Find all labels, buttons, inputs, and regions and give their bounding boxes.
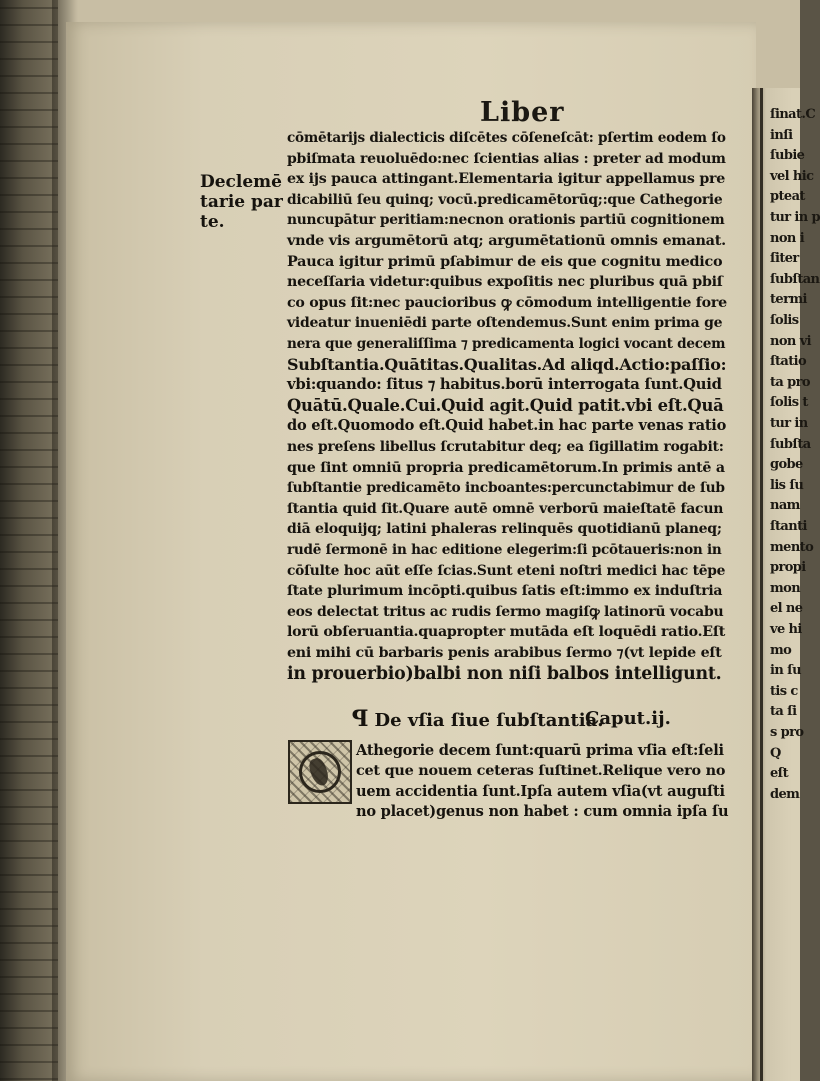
adjacent-leaf-fragment: ve hi — [770, 622, 802, 637]
text-line: vbi:quando: ſitus ⁊ habitus.borū interrogata ſunt.Quid — [287, 376, 722, 394]
margin-note-line: te. — [200, 212, 225, 232]
adjacent-leaf-fragment: ſubie — [770, 148, 805, 164]
text-line: nera que generaliſſima ⁊ predicamenta logici vocant decem — [287, 336, 726, 352]
text-line: co opus ſit:nec paucioribus ꝙ cōmodum intelligentie fore — [287, 294, 727, 311]
text-line: in prouerbio)balbi non niſi balbos intelligunt. — [287, 663, 722, 684]
text-line: que ſint omniū propria predicamētorum.In primis antē a — [287, 459, 725, 476]
text-line: nuncupātur peritiam:necnon orationis partiū cognitionem — [287, 212, 725, 229]
adjacent-leaf-fragment: lis ſu — [770, 477, 804, 493]
adjacent-leaf-fragment: vel hic — [770, 168, 814, 184]
text-line: lorū obſeruantia.quapropter mutāda eſt loquēdi ratio.Eſt — [287, 624, 726, 641]
initial-text-line: uem accidentia ſunt.Ipſa autem vſia(vt auguſti — [356, 782, 725, 800]
adjacent-leaf-fragment: ta pro — [770, 374, 810, 390]
margin-note-line: Declemē — [200, 172, 282, 192]
initial-text-line: no placet)genus non habet : cum omnia ipſa ſu — [356, 803, 729, 821]
adjacent-leaf-fragment: ta ſi — [770, 704, 797, 720]
text-line: ſtantia quid ſit.Quare autē omnē verborū maieſtatē facun — [287, 500, 724, 517]
text-line: dicabiliū ſeu quinq; vocū.predicamētorūq;:que Cathegorie — [287, 191, 723, 208]
margin-note-line: tarie par — [200, 192, 283, 212]
adjacent-leaf-fragment: ſtatio — [770, 354, 807, 370]
text-line: eni mihi cū barbaris penis arabibus ſermo ⁊(vt lepide eſt — [287, 645, 722, 661]
chapter-heading-text: De vſia ſiue ſubſtantia. — [374, 710, 604, 731]
text-line: rudē ſermonē in hac editione elegerim:ſi pcōtaueris:non in — [287, 542, 722, 558]
adjacent-leaf-fragment: ſiter — [770, 251, 799, 267]
text-line: pbiſmata reuoluēdo:nec ſcientias alias : preter ad modum — [287, 150, 726, 167]
adjacent-leaf-fragment: nam — [770, 498, 800, 514]
adjacent-leaf-fragment: propi — [770, 560, 806, 576]
previous-leaf-edge — [0, 0, 58, 1081]
adjacent-leaf-fragment: mon — [770, 580, 801, 596]
text-line: cōſulte hoc aūt eſſe ſcias.Sunt eteni noſtri medici hac tēpe — [287, 562, 726, 579]
chapter-number: Caput.ij. — [585, 708, 671, 729]
text-line: eos delectat tritus ac rudis ſermo magiſꝙ latinorū vocabu — [287, 603, 724, 620]
adjacent-leaf-fragment: tur in — [770, 416, 808, 431]
initial-text-line: cet que nouem ceteras ſuſtinet.Relique vero no — [356, 762, 726, 780]
text-line: ſtate plurimum incōpti.quibus ſatis eſt:immo ex induſtria — [287, 583, 723, 600]
adjacent-leaf-fragment: ſtanti — [770, 519, 807, 534]
adjacent-leaf-fragment: el ne — [770, 601, 803, 617]
adjacent-leaf-fragment: eſt — [770, 766, 789, 782]
adjacent-leaf-fragment: inſi — [770, 127, 793, 143]
text-line: videatur inueniēdi parte oſtendemus.Sunt enim prima ge — [287, 315, 723, 332]
adjacent-leaf-fragment: s pro — [770, 725, 804, 740]
adjacent-leaf-fragment: pteat — [770, 189, 805, 205]
decorated-initial-icon — [288, 740, 352, 804]
text-line: ex ijs pauca attingant.Elementaria igitur appellamus pre — [287, 171, 726, 188]
adjacent-leaf-fragment: in ſu — [770, 663, 801, 679]
text-line: nes preſens libellus ſcrutabitur deq; ea ſigillatim rogabit: — [287, 439, 724, 455]
leaf-divider — [760, 88, 763, 1081]
adjacent-leaf-fragment: mo — [770, 642, 792, 658]
adjacent-leaf-fragment: ſolis — [770, 313, 799, 328]
text-line: vnde vis argumētorū atq; argumētationū omnis emanat. — [287, 232, 726, 249]
adjacent-leaf-fragment: ſubſta — [770, 436, 811, 452]
adjacent-leaf-fragment: gobe — [770, 457, 803, 473]
text-line: Subſtantia.Quātitas.Qualitas.Ad aliqd.Actio:paſſio: — [287, 354, 727, 374]
text-line: do eſt.Quomodo eſt.Quid habet.in hac parte venas ratio — [287, 417, 727, 435]
text-line: Quātū.Quale.Cui.Quid agit.Quid patit.vbi eſt.Quā — [287, 395, 724, 415]
text-line: diā eloquijq; latini phaleras relinquēs quotidianū planeq; — [287, 521, 722, 538]
initial-text-line: Athegorie decem ſunt:quarū prima vſia eſt:ſeli — [356, 742, 724, 759]
adjacent-leaf-fragment: ſubſtan — [770, 271, 820, 287]
text-line: ſubſtantie predicamēto incboantes:percunctabimur de ſub — [287, 480, 725, 497]
adjacent-leaf-fragment: dem — [770, 786, 800, 802]
adjacent-leaf — [752, 88, 820, 1081]
running-head: Liber — [480, 97, 565, 128]
paragraph-mark-icon: P — [352, 706, 369, 732]
text-line: neceſſaria videtur:quibus expoſitis nec pluribus quā pbiſ — [287, 274, 723, 291]
text-line: cōmētarijs dialecticis diſcētes cōſeneſcāt: pſertim eodem ſo — [287, 130, 726, 146]
adjacent-leaf-fragment: non vi — [770, 333, 811, 349]
text-line: Pauca igitur primū pſabimur de eis que cognitu medico — [287, 252, 723, 270]
chapter-heading — [352, 708, 604, 732]
adjacent-leaf-fragment: termi — [770, 292, 807, 308]
adjacent-leaf-fragment: mento — [770, 539, 814, 555]
adjacent-leaf-fragment: ſinat.C — [770, 107, 816, 122]
adjacent-leaf-fragment: Q — [770, 745, 781, 761]
adjacent-leaf-fragment: tis c — [770, 683, 798, 699]
adjacent-leaf-fragment: non i — [770, 230, 805, 246]
adjacent-leaf-fragment: ſolis t — [770, 395, 808, 411]
adjacent-leaf-fragment: tur in p — [770, 210, 820, 225]
